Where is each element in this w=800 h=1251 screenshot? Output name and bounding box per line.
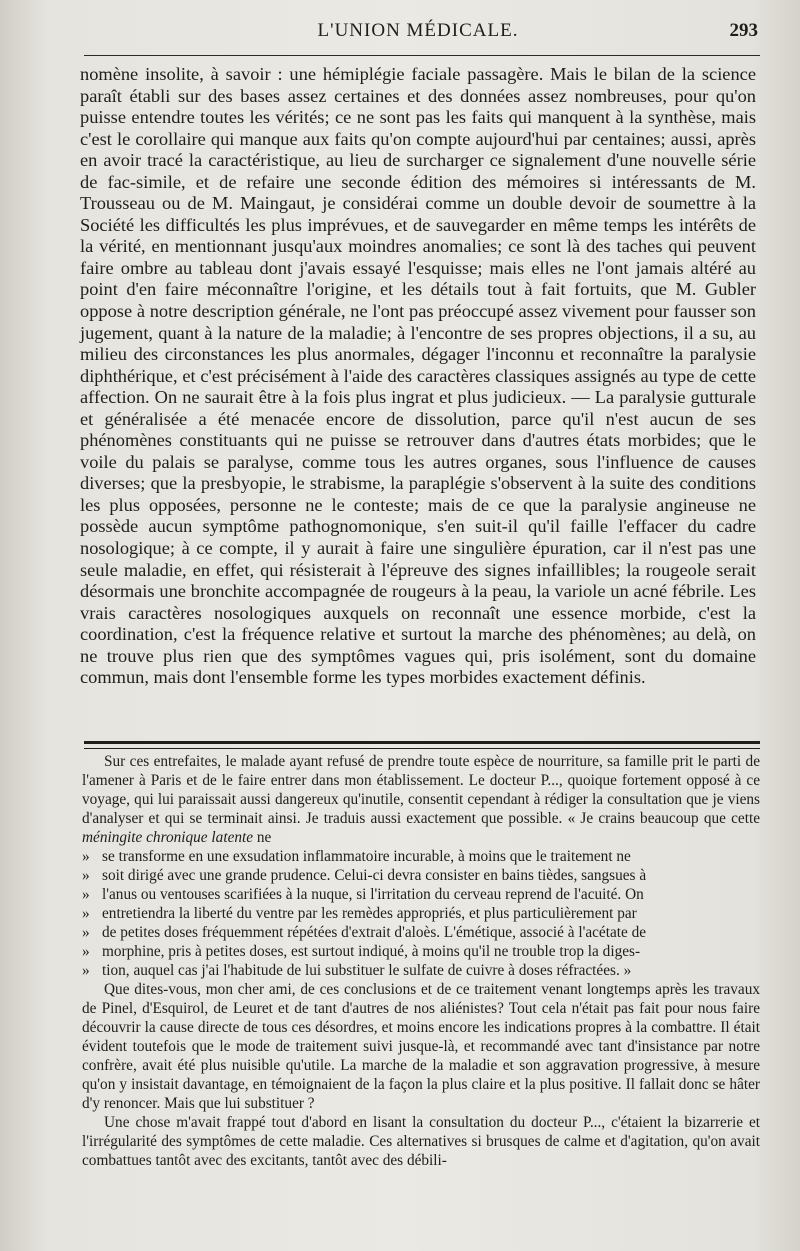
header-rule bbox=[84, 55, 760, 56]
letter-paragraph-3: Une chose m'avait frappé tout d'abord en lisant la consultation du docteur P..., c'étaient la bizarrerie et l'irrégularité des symptômes de cette maladie. Ces alternatives si brusques de calme et d'agitation, qu'on avait combattues tantôt avec des excitants, tantôt avec des débili- bbox=[82, 1114, 760, 1169]
letter-intro-end: ne bbox=[256, 829, 272, 846]
quote-mark: » bbox=[82, 943, 90, 960]
quote-line-text: se transforme en une exsudation inflammatoire incurable, à moins que le traitement ne bbox=[102, 848, 631, 865]
quote-mark: » bbox=[82, 867, 90, 884]
quote-mark: » bbox=[82, 905, 90, 922]
main-text-block bbox=[80, 64, 756, 689]
quote-line-text: entretiendra la liberté du ventre par les remèdes appropriés, et plus particulièrement par bbox=[102, 905, 637, 922]
page-header bbox=[78, 18, 758, 48]
running-title: L'UNION MÉDICALE. bbox=[317, 20, 519, 41]
letter-intro-paragraph bbox=[82, 752, 760, 847]
main-paragraph: nomène insolite, à savoir : une hémiplégie faciale passagère. Mais le bilan de la science paraît établi sur des bases assez certaines et des données assez nombreuses, pour qu'on puisse entendre toutes les vérités; ce ne sont pas les faits qui manquent à la synthèse, mais c'est le corollaire qui manque aux faits qu'on compte aujourd'hui par centaines; aussi, après en avoir tracé la caractéristique, au lieu de surcharger ce signalement d'une nouvelle série de fac-simile, et de refaire une seconde édition des mémoires si intéressants de M. Trousseau ou de M. Maingaut, je considérai comme un double devoir de soumettre à la Société les difficultés les plus imprévues, et de sauvegarder en même temps les intérêts de la vérité, en mentionnant jusqu'aux moindres anomalies; ce sont là des taches qui peuvent faire ombre au tableau dont j'avais essayé l'esquisse; mais elles ne l'ont jamais altéré au point d'en faire méconnaître l'origine, et les détails tout à fait fortuits, que M. Gubler oppose à notre description générale, ne l'ont pas préoccupé assez vivement pour fausser son jugement, quant à la nature de la maladie; à l'encontre de ses propres objections, il a su, au milieu des circonstances les plus anormales, dégager l'inconnu et reconnaître la paralysie diphthérique, et c'est précisément à l'aide des caractères classiques assignés au type de cette affection. On ne saurait être à la fois plus ingrat et plus judicieux. — La paralysie gutturale et généralisée a été menacée encore de dissolution, parce qu'il n'est aucun de ses phénomènes constituants qui ne puisse se retrouver dans d'autres états morbides; que le voile du palais se paralyse, comme tous les autres organes, sous l'influence de causes diverses; que la presbyopie, le strabisme, la paraplégie s'observent à la suite des conditions les plus opposées, personne ne le conteste; mais de ce que la paralysie angineuse ne possède aucun symptôme pathognomonique, s'en suit-il qu'il faille l'effacer du cadre nosologique; à ce compte, il y aurait à faire une singulière épuration, car il n'est pas une seule maladie, en effet, qui résisterait à l'épreuve des signes infaillibles; la rougeole serait désormais une bronchite accompagnée de rougeurs à la peau, la variole un acné fébrile. Les vrais caractères nosologiques auxquels on reconnaît une essence morbide, c'est la coordination, c'est la fréquence relative et surtout la marche des phénomènes; au delà, on ne trouve plus rien que des symptômes vagues qui, pris isolément, sont du domaine commun, mais dont l'ensemble forme les types morbides exactement définis. bbox=[80, 64, 756, 688]
quote-line bbox=[82, 923, 760, 942]
quote-line-text: soit dirigé avec une grande prudence. Celui-ci devra consister en bains tièdes, sangsues à bbox=[102, 867, 647, 884]
quote-mark: » bbox=[82, 962, 90, 979]
letter-paragraph-2: Que dites-vous, mon cher ami, de ces conclusions et de ce traitement venant longtemps après les travaux de Pinel, d'Esquirol, de Leuret et de tant d'autres de nos aliénistes? Tout cela n'était pas fait pour nous faire découvrir la cause directe de tous ces désordres, et moins encore les indications propres à la combattre. Il était évident toutefois que le mode de traitement suivi jusque-là, et recommandé avec tant d'insistance par notre confrère, avait été plus nuisible qu'utile. La marche de la maladie et son aggravation progressive, à mesure qu'on y insistait davantage, en témoignaient de la façon la plus claire et la plus positive. Il fallait donc se hâter d'y renoncer. Mais que lui substituer ? bbox=[82, 981, 760, 1112]
quote-mark: » bbox=[82, 886, 90, 903]
page-number: 293 bbox=[729, 20, 758, 41]
quotation-block bbox=[82, 847, 760, 980]
section-divider bbox=[84, 741, 760, 749]
quote-line-text: l'anus ou ventouses scarifiées à la nuque, si l'irritation du cerveau reprend de l'acuité. On bbox=[102, 886, 644, 903]
quote-mark: » bbox=[82, 924, 90, 941]
quote-line bbox=[82, 885, 760, 904]
quote-line bbox=[82, 847, 760, 866]
quote-line-text: de petites doses fréquemment répétées d'extrait d'aloès. L'émétique, associé à l'acétate de bbox=[102, 924, 647, 941]
quote-line bbox=[82, 904, 760, 923]
quote-line bbox=[82, 866, 760, 885]
quote-line bbox=[82, 942, 760, 961]
letter-intro-text: Sur ces entrefaites, le malade ayant refusé de prendre toute espèce de nourriture, sa famille prit le parti de l'amener à Paris et de le faire entrer dans mon établissement. Le docteur P..., quoique fortement opposé à ce voyage, qui lui paraissait aussi dangereux qu'inutile, consentit cependant à rédiger la consultation que je viens d'analyser et qui se terminait ainsi. Je traduis aussi exactement que possible. « Je crains beaucoup que cette bbox=[82, 753, 760, 827]
quote-line-text: tion, auquel cas j'ai l'habitude de lui substituer le sulfate de cuivre à doses réfractées. » bbox=[102, 962, 632, 979]
letter-text-block bbox=[82, 752, 760, 1170]
letter-intro-italic: méningite chronique latente bbox=[82, 829, 254, 846]
quote-mark: » bbox=[82, 848, 90, 865]
quote-line-text: morphine, pris à petites doses, est surtout indiqué, à moins qu'il ne trouble trop la diges- bbox=[102, 943, 641, 960]
quote-line bbox=[82, 961, 760, 980]
